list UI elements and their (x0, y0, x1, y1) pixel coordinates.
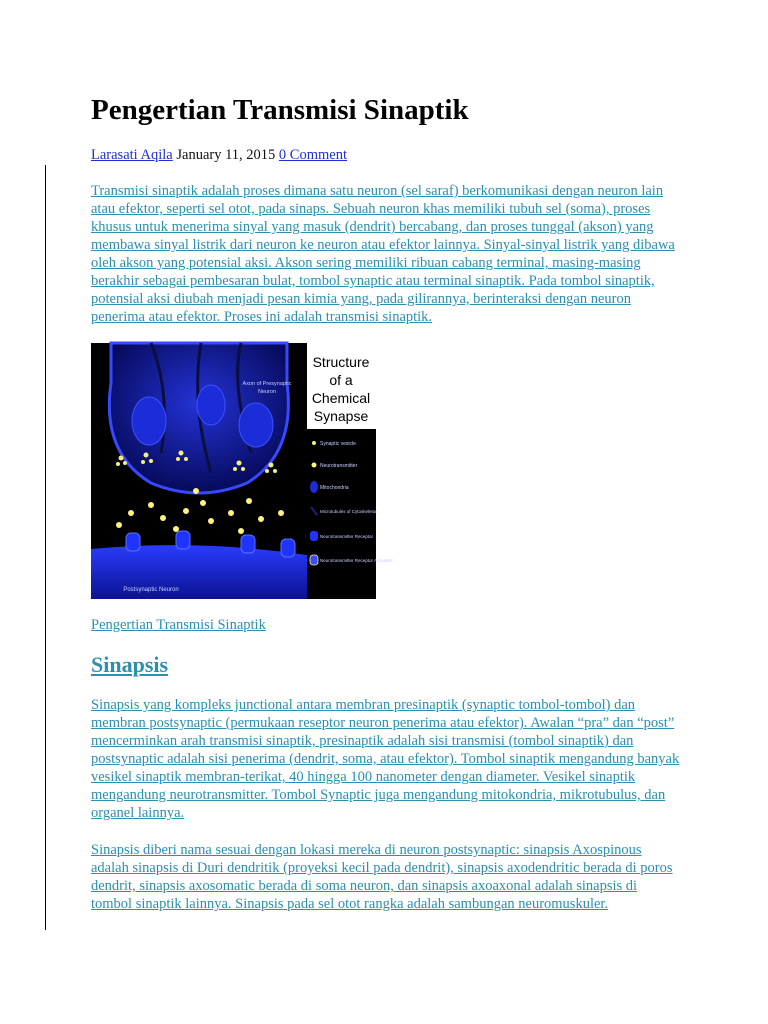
legend-label: Mitochondria (320, 485, 349, 491)
figure-title-line: Structure (312, 354, 370, 370)
figure-title-line: of a (329, 372, 353, 388)
figure-caption[interactable]: Pengertian Transmisi Sinaptik (91, 617, 266, 633)
legend-label: Microtubules of Cytoskeleton (320, 509, 378, 514)
vesicle-icon (312, 441, 316, 445)
neurotransmitter-icon (312, 463, 317, 468)
receptor-icon (310, 531, 318, 541)
naming-paragraph[interactable]: Sinapsis diberi nama sesuai dengan lokasi mereka di neuron postsynaptic: sinapsis Axospinous adalah sinapsis di Duri dendritik (proyeksi kecil pada dendrit), sinapsis axodendritic berada di poros dendrit, sinapsis axosomatic berada di soma neuron, dan sinapsis axoaxonal adalah sinapsis di tombol sinaptik lainnya. Sinapsis pada sel otot rangka adalah sambungan neuromuskuler. (91, 842, 673, 912)
legend-label: Neurotransmitter Receptor (320, 534, 374, 539)
author-link[interactable]: Larasati Aqila (91, 147, 173, 163)
synapse-diagram (91, 343, 393, 599)
receptor-activated-icon (310, 555, 318, 565)
legend-label: Synaptic vesicle (320, 441, 356, 447)
mitochondria-icon (310, 481, 318, 493)
legend-label: Neurotransmitter Receptor Activated (320, 558, 393, 563)
mitochondrion (132, 397, 166, 445)
post-meta (91, 147, 347, 164)
figure-title-line: Chemical (311, 390, 371, 406)
figure-title-line: Synapse (313, 408, 369, 424)
synapse-figure (91, 343, 393, 599)
mitochondrion (239, 403, 273, 447)
post-date: January 11, 2015 (172, 147, 279, 163)
page-title: Pengertian Transmisi Sinaptik (91, 94, 469, 126)
legend-label: Neurotransmitter (320, 463, 358, 469)
comments-link[interactable]: 0 Comment (278, 147, 347, 163)
intro-paragraph[interactable]: Transmisi sinaptik adalah proses dimana satu neuron (sel saraf) berkomunikasi dengan neuron lain atau efektor, seperti sel otot, pada sinaps. Sebuah neuron khas memiliki tubuh sel (soma), proses khusus untuk menerima sinyal yang masuk (dendrit) bercabang, dan proses tunggal (akson) yang membawa sinyal listrik dari neuron ke neuron atau efektor lainnya. Sinyal-sinyal listrik yang dibawa oleh akson yang potensial aksi. Akson sering memiliki ribuan cabang terminal, masing-masing berakhir sebagai pembesaran bulat, tombol synaptic atau terminal sinaptik. Pada tombol sinaptik, potensial aksi diubah menjadi pesan kimia yang, pada gilirannya, berinteraksi dengan neuron penerima atau efektor. Proses ini adalah transmisi sinaptik. (91, 183, 675, 325)
axon-label: Axon of Presynaptic (242, 381, 292, 387)
axon-label: Neuron (257, 389, 277, 395)
postsynaptic-label: Postsynaptic Neuron (123, 587, 179, 593)
sinapsis-paragraph[interactable]: Sinapsis yang kompleks junctional antara membran presinaptik (synaptic tombol-tombol) dan membran postsynaptic (permukaan reseptor neuron penerima atau efektor). Awalan “pra” dan “post” mencerminkan arah transmisi sinaptik, presinaptik adalah sisi transmisi (tombol sinaptik) dan postsynaptic adalah sisi penerima (dendrit, soma, atau efektor). Tombol sinaptik mengandung banyak vesikel sinaptik membran-terikat, 40 hingga 100 nanometer dengan diameter. Vesikel sinaptik mengandung neurotransmitter. Tombol Synaptic juga mengandung mitokondria, mikrotubulus, dan organel lainnya. (91, 697, 680, 821)
left-margin-rule (45, 165, 46, 930)
section-heading[interactable]: Sinapsis (91, 652, 169, 677)
mitochondrion (197, 385, 225, 425)
